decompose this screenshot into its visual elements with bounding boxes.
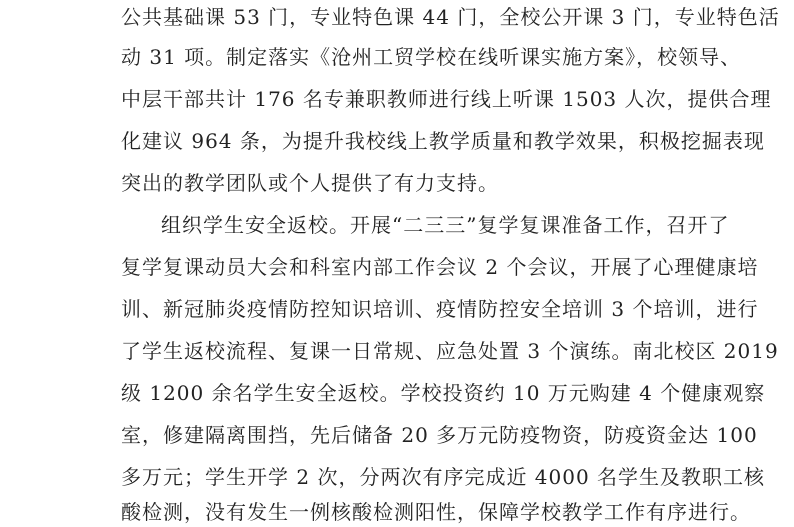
text-line: 公共基础课 53 门，专业特色课 44 门，全校公开课 3 门，专业特色活 <box>121 5 780 29</box>
text-line: 酸检测，没有发生一例核酸检测阳性，保障学校教学工作有序进行。 <box>121 500 751 524</box>
text-line: 中层干部共计 176 名专兼职教师进行线上听课 1503 人次，提供合理 <box>121 87 772 111</box>
text-line: 动 31 项。制定落实《沧州工贸学校在线听课实施方案》，校领导、 <box>121 45 742 69</box>
text-line: 多万元；学生开学 2 次，分两次有序完成近 4000 名学生及教职工核 <box>121 465 766 489</box>
text-line: 突出的教学团队或个人提供了有力支持。 <box>121 171 499 195</box>
text-line: 级 1200 余名学生安全返校。学校投资约 10 万元购建 4 个健康观察 <box>121 381 766 405</box>
text-line: 训、新冠肺炎疫情防控知识培训、疫情防控安全培训 3 个培训，进行 <box>121 297 759 321</box>
text-line: 化建议 964 条，为提升我校线上教学质量和教学效果，积极挖掘表现 <box>121 129 765 153</box>
text-line: 复学复课动员大会和科室内部工作会议 2 个会议，开展了心理健康培 <box>121 255 759 279</box>
paragraph-heading-line: 组织学生安全返校。开展“二三三”复学复课准备工作，召开了 <box>161 213 730 237</box>
text-line: 了学生返校流程、复课一日常规、应急处置 3 个演练。南北校区 2019 <box>121 339 779 363</box>
text-line: 室，修建隔离围挡，先后储备 20 多万元防疫物资，防疫资金达 100 <box>121 423 758 447</box>
